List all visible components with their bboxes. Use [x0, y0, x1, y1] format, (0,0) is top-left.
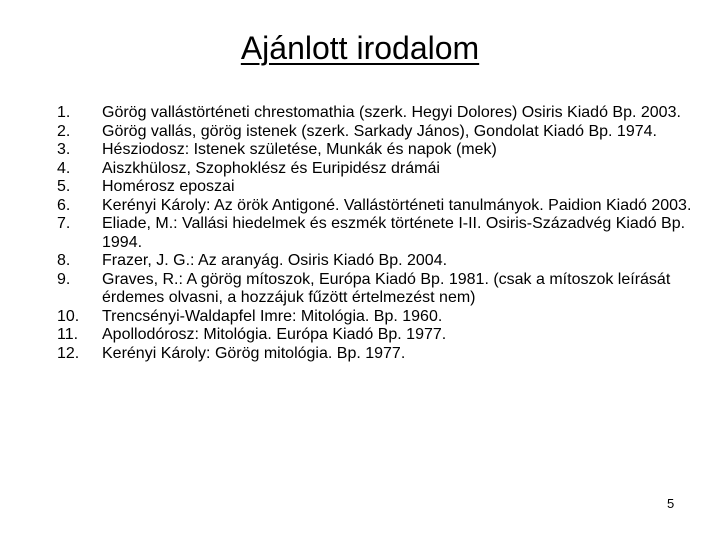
page-number: 5	[667, 496, 675, 511]
list-item-number: 4.	[57, 159, 71, 177]
list-item	[57, 160, 697, 179]
list-item-text: Homérosz eposzai	[102, 178, 235, 195]
list-item-text: Hésziodosz: Istenek születése, Munkák és napok (mek)	[102, 141, 497, 158]
slide-title: Ajánlott irodalom	[240, 30, 480, 66]
list-item-text: Aiszkhülosz, Szophoklész és Euripidész drámái	[102, 159, 440, 177]
list-item-text: Eliade, M.: Vallási hiedelmek és eszmék története I-II. Osiris-Századvég Kiadó Bp. 1994.	[102, 215, 686, 251]
list-item	[57, 345, 697, 364]
list-item	[57, 252, 697, 271]
list-item	[57, 197, 697, 216]
list-item-number: 2.	[57, 122, 71, 140]
list-item-text: Graves, R.: A görög mítoszok, Európa Kiadó Bp. 1981. (csak a mítoszok leírását érdemes olvasni, a hozzájuk fűzött értelmezést nem)	[102, 270, 671, 306]
list-item-text: Görög vallás, görög istenek (szerk. Sarkady János), Gondolat Kiadó Bp. 1974.	[102, 122, 657, 140]
list-item-number: 5.	[57, 178, 71, 195]
list-item	[57, 141, 697, 160]
list-item	[57, 326, 697, 345]
list-item-text: Apollodórosz: Mitológia. Európa Kiadó Bp. 1977.	[102, 326, 447, 343]
list-item-text: Trencsényi-Waldapfel Imre: Mitológia. Bp. 1960.	[102, 307, 443, 325]
reading-list	[57, 104, 697, 363]
list-item-number: 10.	[57, 307, 80, 325]
list-item	[57, 308, 697, 327]
list-item-text: Kerényi Károly: Görög mitológia. Bp. 1977.	[102, 344, 406, 362]
list-item-number: 1.	[57, 104, 71, 121]
list-item-number: 12.	[57, 344, 80, 362]
list-item-number: 6.	[57, 196, 71, 214]
list-item-number: 11.	[57, 326, 79, 343]
list-item-text: Frazer, J. G.: Az aranyág. Osiris Kiadó Bp. 2004.	[102, 252, 448, 269]
list-item	[57, 123, 697, 142]
list-item	[57, 104, 697, 123]
list-item-text: Kerényi Károly: Az örök Antigoné. Vallástörténeti tanulmányok. Paidion Kiadó 2003.	[102, 196, 692, 214]
list-item	[57, 178, 697, 197]
list-item-text: Görög vallástörténeti chrestomathia (szerk. Hegyi Dolores) Osiris Kiadó Bp. 2003.	[102, 104, 681, 121]
list-item	[57, 215, 697, 252]
list-item-number: 9.	[57, 270, 71, 288]
list-item-number: 8.	[57, 252, 71, 269]
list-item-number: 7.	[57, 215, 71, 232]
list-item	[57, 271, 697, 308]
list-item-number: 3.	[57, 141, 71, 158]
